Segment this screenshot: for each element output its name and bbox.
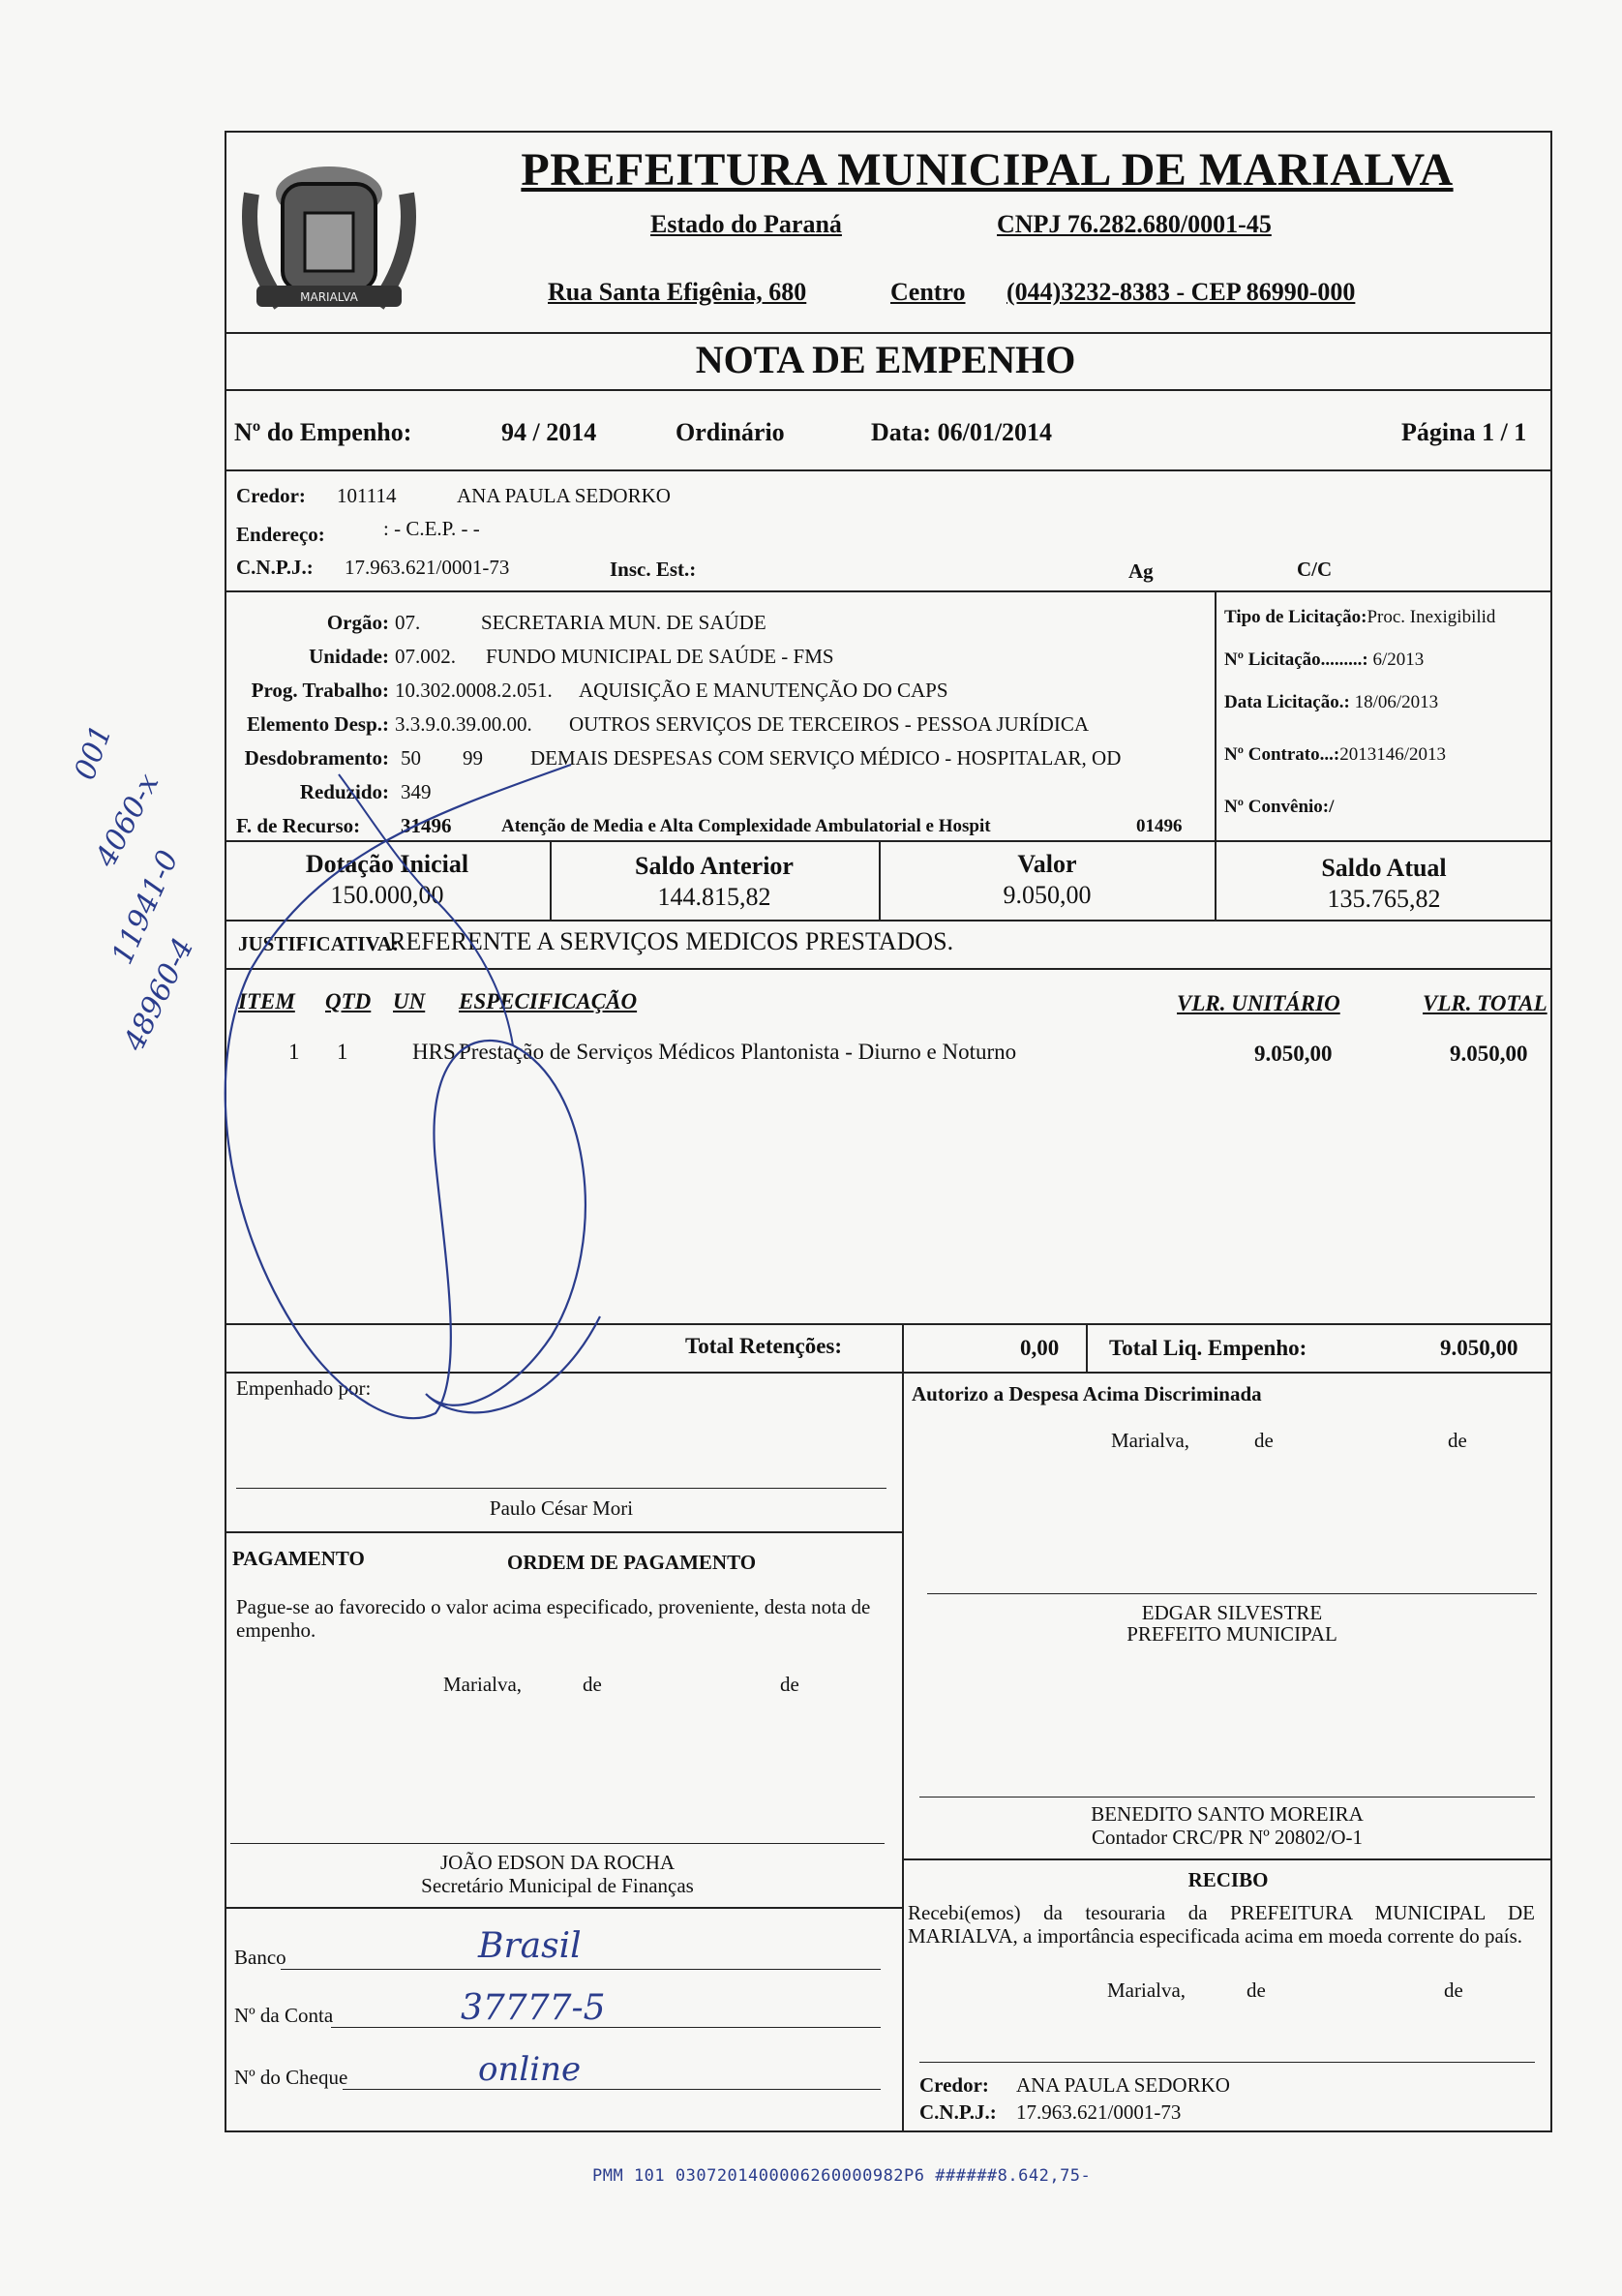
orgao-code: 07. — [395, 611, 421, 634]
saldo-atual-label: Saldo Atual — [1321, 854, 1447, 882]
pagamento-city: Marialva, — [443, 1673, 523, 1696]
prog-desc: AQUISIÇÃO E MANUTENÇÃO DO CAPS — [579, 679, 948, 702]
header-cnpj: CNPJ 76.282.680/0001-45 — [997, 210, 1272, 238]
valor-label: Valor — [1017, 850, 1077, 878]
recibo-text: Recebi(emos) da tesouraria da PREFEITURA MUNICIPAL DE MARIALVA, a importância especificada acima em moeda corrente do país. — [908, 1901, 1535, 1948]
recibo-credor-label: Credor: — [919, 2073, 989, 2097]
liq-label: Total Liq. Empenho: — [1109, 1336, 1307, 1360]
contador-role: Contador CRC/PR Nº 20802/O-1 — [1091, 1826, 1364, 1849]
saldo-anterior-value: 144.815,82 — [657, 883, 771, 911]
desdobramento-label: Desdobramento: — [244, 746, 389, 770]
recibo-credor-value: ANA PAULA SEDORKO — [1016, 2073, 1230, 2097]
unidade-label: Unidade: — [309, 645, 389, 668]
recurso-code2: 01496 — [1136, 816, 1183, 836]
prog-code: 10.302.0008.2.051. — [395, 679, 553, 702]
empenho-type: Ordinário — [676, 418, 785, 446]
cheque-label: Nº do Cheque — [234, 2066, 348, 2089]
reduzido-value: 349 — [401, 780, 432, 803]
data-licitacao-value: 18/06/2013 — [1354, 692, 1439, 712]
recibo-cnpj-value: 17.963.621/0001-73 — [1016, 2100, 1182, 2124]
dotacao-inicial-label: Dotação Inicial — [305, 850, 469, 878]
unidade-code: 07.002. — [395, 645, 456, 668]
margin-note-4: 48960-4 — [117, 932, 201, 1057]
liq-value: 9.050,00 — [1440, 1336, 1518, 1360]
endereco-label: Endereço: — [236, 523, 325, 546]
col-especificacao: ESPECIFICAÇÃO — [459, 989, 638, 1013]
recurso-desc: Atenção de Media e Alta Complexidade Ambulatorial e Hospit — [501, 816, 991, 836]
col-vlr-total: VLR. TOTAL — [1423, 991, 1547, 1015]
header-phone-cep: (044)3232-8383 - CEP 86990-000 — [1006, 278, 1356, 306]
unidade-desc: FUNDO MUNICIPAL DE SAÚDE - FMS — [486, 645, 834, 668]
secretario-name: JOÃO EDSON DA ROCHA — [439, 1851, 676, 1874]
orgao-desc: SECRETARIA MUN. DE SAÚDE — [481, 611, 766, 634]
saldo-anterior-label: Saldo Anterior — [635, 852, 794, 880]
handwritten-signature — [145, 755, 726, 1452]
autorizo-signer: EDGAR SILVESTRE — [1141, 1601, 1323, 1624]
conta-value: 37777-5 — [461, 1988, 606, 2028]
col-item: ITEM — [238, 989, 295, 1013]
num-licitacao-value: 6/2013 — [1372, 650, 1425, 670]
pagamento-label: PAGAMENTO — [232, 1547, 365, 1570]
retencoes-label: Total Retenções: — [685, 1334, 843, 1358]
autorizo-de1: de — [1254, 1429, 1274, 1452]
endereco-value: : - C.E.P. - - — [383, 517, 480, 540]
credor-cnpj-value: 17.963.621/0001-73 — [345, 556, 510, 579]
header-address: Rua Santa Efigênia, 680 — [548, 278, 807, 306]
row-un: HRS — [412, 1040, 456, 1064]
elemento-label: Elemento Desp.: — [247, 712, 389, 736]
row-total: 9.050,00 — [1450, 1042, 1528, 1066]
ag-label: Ag — [1128, 559, 1154, 583]
header-state: Estado do Paraná — [650, 210, 842, 238]
num-licitacao-label: Nº Licitação.........: — [1224, 650, 1368, 670]
margin-note-1: 001 — [68, 720, 119, 785]
col-qtd: QTD — [325, 989, 372, 1013]
pagamento-text: Pague-se ao favorecido o valor acima especificado, proveniente, desta nota de empenho. — [236, 1595, 871, 1642]
empenho-date: Data: 06/01/2014 — [871, 418, 1053, 446]
orgao-label: Orgão: — [326, 611, 389, 634]
credor-label: Credor: — [236, 484, 306, 507]
recibo-cnpj-label: C.N.P.J.: — [919, 2100, 997, 2124]
desdobramento-code2: 99 — [463, 746, 483, 770]
empenho-number: 94 / 2014 — [501, 418, 597, 446]
header-title: PREFEITURA MUNICIPAL DE MARIALVA — [521, 144, 1454, 196]
empenho-page: Página 1 / 1 — [1401, 418, 1527, 446]
tipo-licitacao-value: Proc. Inexigibilid — [1367, 607, 1496, 627]
credor-cnpj-label: C.N.P.J.: — [236, 556, 314, 579]
municipal-crest — [232, 136, 426, 329]
autorizo-title: Autorizo a Despesa Acima Discriminada — [912, 1382, 1262, 1405]
banco-value: Brasil — [478, 1926, 582, 1966]
retencoes-value: 0,00 — [1020, 1336, 1060, 1360]
banco-label: Banco — [234, 1946, 286, 1969]
convenio-label: Nº Convênio:/ — [1224, 797, 1335, 817]
recibo-de2: de — [1444, 1979, 1463, 2002]
row-spec: Prestação de Serviços Médicos Plantonista - Diurno e Noturno — [459, 1040, 1017, 1064]
machine-stamp: PMM 101 0307201400006260000982P6 ######8.642,75- — [592, 2166, 1092, 2186]
row-unit: 9.050,00 — [1254, 1042, 1333, 1066]
recibo-city: Marialva, — [1107, 1979, 1186, 2002]
autorizo-de2: de — [1448, 1429, 1467, 1452]
secretario-role: Secretário Municipal de Finanças — [421, 1874, 694, 1897]
empenhado-signer: Paulo César Mori — [489, 1496, 634, 1520]
tipo-licitacao-label: Tipo de Licitação: — [1224, 607, 1367, 627]
licitacao-block — [1224, 608, 1495, 836]
doc-title: NOTA DE EMPENHO — [695, 338, 1076, 381]
elemento-desc: OUTROS SERVIÇOS DE TERCEIROS - PESSOA JURÍDICA — [569, 712, 1090, 736]
autorizo-city: Marialva, — [1111, 1429, 1190, 1452]
ordem-pagamento-label: ORDEM DE PAGAMENTO — [507, 1551, 757, 1574]
credor-name: ANA PAULA SEDORKO — [457, 484, 671, 507]
credor-code: 101114 — [337, 484, 397, 507]
col-vlr-unitario: VLR. UNITÁRIO — [1177, 991, 1340, 1015]
dotacao-inicial-value: 150.000,00 — [330, 881, 444, 909]
justificativa-label: JUSTIFICATIVA: — [238, 932, 400, 955]
header-district: Centro — [890, 278, 966, 306]
data-licitacao-label: Data Licitação.: — [1224, 692, 1350, 712]
margin-note-2: 4060-x — [88, 768, 166, 873]
valor-value: 9.050,00 — [1003, 881, 1092, 909]
desdobramento-desc: DEMAIS DESPESAS COM SERVIÇO MÉDICO - HOSPITALAR, OD — [530, 746, 1122, 770]
margin-note-3: 11941-0 — [105, 845, 186, 970]
recurso-code: 31496 — [401, 814, 452, 837]
desdobramento-code: 50 — [401, 746, 421, 770]
recibo-de1: de — [1247, 1979, 1266, 2002]
recurso-label: F. de Recurso: — [236, 814, 361, 837]
conta-label: Nº da Conta — [234, 2004, 334, 2027]
contrato-label: Nº Contrato...: — [1224, 744, 1340, 765]
justificativa-text: REFERENTE A SERVIÇOS MEDICOS PRESTADOS. — [389, 927, 954, 955]
contrato-value: 2013146/2013 — [1339, 744, 1446, 765]
pagamento-de2: de — [780, 1673, 799, 1696]
row-qtd: 1 — [337, 1040, 348, 1064]
row-item: 1 — [288, 1040, 300, 1064]
elemento-code: 3.3.9.0.39.00.00. — [395, 712, 532, 736]
insc-label: Insc. Est.: — [610, 558, 697, 581]
recibo-title: RECIBO — [1187, 1868, 1269, 1891]
autorizo-role: PREFEITO MUNICIPAL — [1126, 1622, 1337, 1646]
cheque-value: online — [478, 2050, 582, 2089]
col-un: UN — [393, 989, 426, 1013]
empenhado-label: Empenhado por: — [236, 1376, 372, 1400]
contador-name: BENEDITO SANTO MOREIRA — [1091, 1802, 1364, 1826]
cc-label: C/C — [1297, 558, 1333, 581]
crest-text: MARIALVA — [300, 290, 358, 304]
reduzido-label: Reduzido: — [299, 780, 389, 803]
prog-label: Prog. Trabalho: — [251, 679, 389, 702]
pagamento-de1: de — [583, 1673, 602, 1696]
saldo-atual-value: 135.765,82 — [1327, 885, 1441, 913]
empenho-label: Nº do Empenho: — [234, 418, 412, 446]
